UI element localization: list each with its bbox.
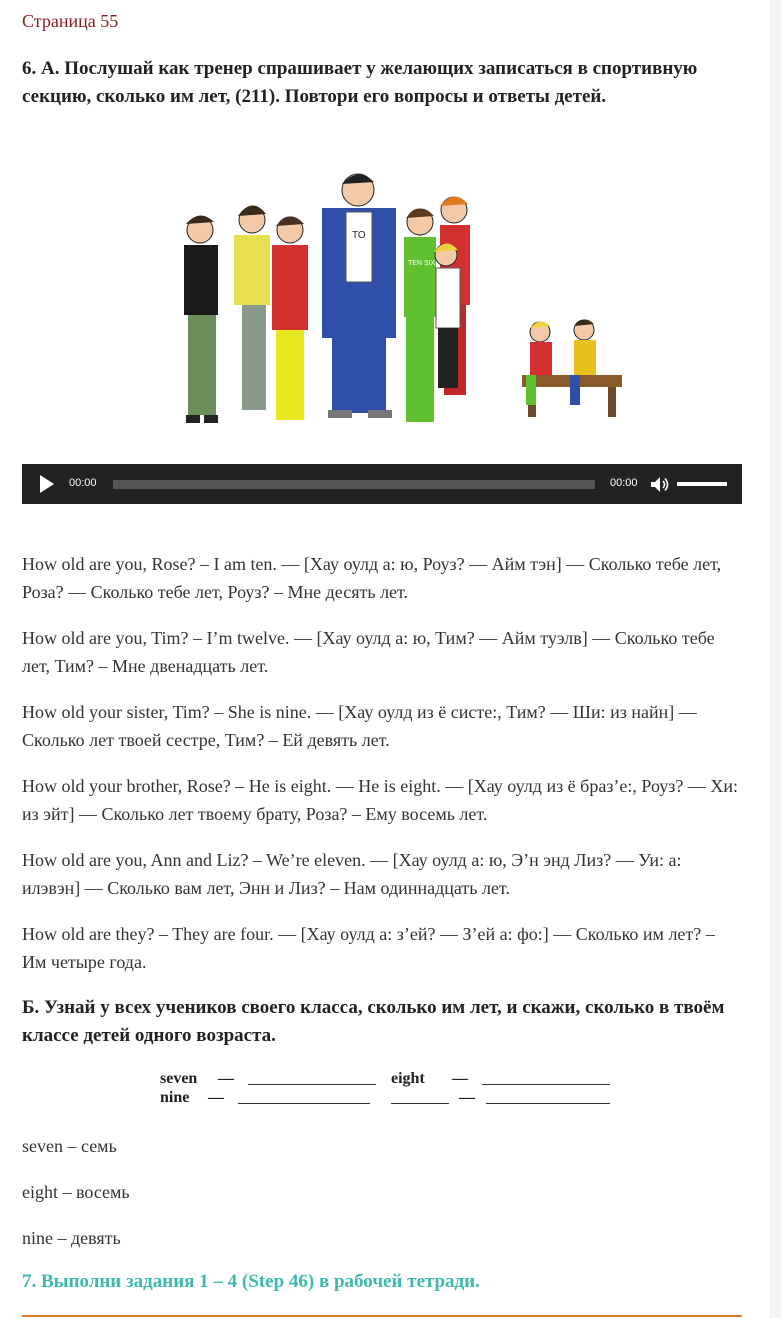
illustration-coach-and-children bbox=[162, 160, 622, 445]
task-6-heading: 6. А. Послушай как тренер спрашивает у желающих записаться в спортивную секцию, сколько им лет, (211). Повтори его вопросы и ответы детей. bbox=[22, 58, 698, 107]
play-icon[interactable] bbox=[40, 475, 54, 493]
audio-progress-bar[interactable] bbox=[113, 480, 595, 489]
dash: — bbox=[459, 1089, 475, 1106]
speaker-icon[interactable] bbox=[650, 476, 670, 493]
dialogue-paragraph: How old are you, Rose? – I am ten. — [Хау оулд а: ю, Роуз? — Айм тэн] — Сколько тебе лет, Роза? — Сколько тебе лет, Роуз? – Мне десять лет. bbox=[22, 554, 722, 602]
bench-with-kids bbox=[522, 319, 622, 417]
dash: — bbox=[218, 1070, 234, 1087]
dialogue-paragraph: How old your sister, Tim? – She is nine. — [Хау оулд из ё систе:, Тим? — Ши: из найн] — Сколько лет твоей сестре, Тим? – Ей девять лет. bbox=[22, 702, 697, 750]
vocab-item: eight – восемь bbox=[22, 1182, 130, 1202]
dialogue-paragraph: How old are you, Ann and Liz? – We’re eleven. — [Хау оулд а: ю, Э’н энд Лиз? — Уи: а: илэвэн] — Сколько вам лет, Энн и Лиз? – Нам одиннадцать лет. bbox=[22, 850, 682, 898]
dialogue-paragraph: How old are they? – They are four. — [Хау оулд а: з’ей? — З’ей а: фо:] — Сколько им лет? – Им четыре года. bbox=[22, 924, 715, 972]
page-right-edge bbox=[770, 0, 781, 1318]
bottom-divider bbox=[22, 1315, 742, 1317]
age-fill-table bbox=[160, 1070, 620, 1110]
dialogue-paragraph: How old your brother, Rose? – He is eight. — He is eight. — [Хау оулд из ё браз’е:, Роуз? — Хи: из эйт] — Сколько лет твоему брату, Роза? – Ему восемь лет. bbox=[22, 776, 739, 824]
task-7-heading: 7. Выполни задания 1 – 4 (Step 46) в рабочей тетради. bbox=[22, 1271, 480, 1292]
dash: — bbox=[208, 1089, 224, 1106]
jersey-text: TEN SIX bbox=[408, 260, 436, 267]
page-number: Страница 55 bbox=[22, 11, 119, 31]
current-time: 00:00 bbox=[69, 477, 97, 489]
blank-line bbox=[238, 1103, 370, 1104]
task-b-heading: Б. Узнай у всех учеников своего класса, сколько им лет, и скажи, сколько в твоём классе детей одного возраста. bbox=[22, 997, 725, 1046]
word-eight: eight bbox=[391, 1070, 425, 1087]
blank-line bbox=[482, 1084, 610, 1085]
dash: — bbox=[452, 1070, 468, 1087]
coach-figure bbox=[322, 174, 396, 418]
blank-line bbox=[486, 1103, 610, 1104]
blank-line bbox=[391, 1103, 449, 1104]
blank-line bbox=[248, 1084, 376, 1085]
word-seven: seven bbox=[160, 1070, 198, 1087]
dialogue-paragraph: How old are you, Tim? – I’m twelve. — [Хау оулд а: ю, Тим? — Айм туэлв] — Сколько тебе лет, Тим? – Мне двенадцать лет. bbox=[22, 628, 715, 676]
duration: 00:00 bbox=[610, 477, 638, 489]
child-figure bbox=[404, 208, 436, 422]
child-figure bbox=[184, 215, 218, 423]
vocab-item: nine – девять bbox=[22, 1228, 121, 1248]
audio-player[interactable] bbox=[22, 464, 742, 504]
word-nine: nine bbox=[160, 1089, 190, 1106]
child-figure bbox=[272, 216, 308, 420]
child-figure bbox=[234, 205, 270, 410]
shirt-text: TO bbox=[352, 230, 366, 241]
volume-slider[interactable] bbox=[677, 482, 727, 486]
vocab-item: seven – семь bbox=[22, 1136, 117, 1156]
